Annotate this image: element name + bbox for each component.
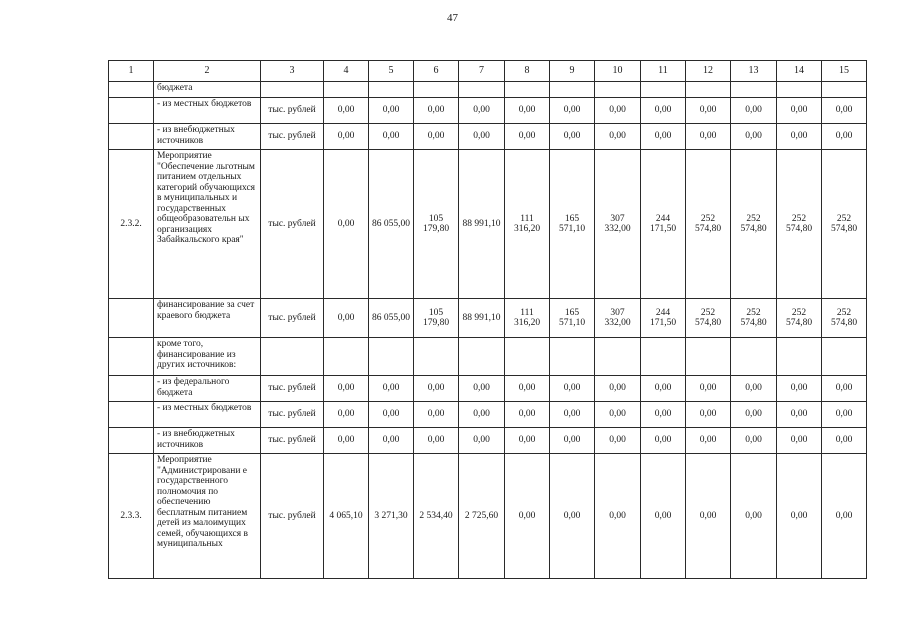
table-row [109,150,867,299]
row-unit: тыс. рублей [261,402,324,428]
row-unit: тыс. рублей [261,124,324,150]
table-row [109,376,867,402]
column-number-8: 8 [505,61,550,82]
row-name: - из федерального бюджета [154,376,261,402]
value-cell-col-6: 0,00 [414,376,459,402]
row-name: Мероприятие "Администрировани е государственного полномочия по обеспечению бесплатным питанием детей из малоимущих семей, обучающихся в муниципальных [154,454,261,579]
value-cell-col-15: 252 574,80 [822,299,867,338]
table-row [109,338,867,376]
value-cell-col-10: 0,00 [595,124,641,150]
value-cell-col-10: 0,00 [595,98,641,124]
row-code: 2.3.2. [109,150,154,299]
value-cell-col-4: 0,00 [324,402,369,428]
column-number-10: 10 [595,61,641,82]
value-cell-col-4: 0,00 [324,428,369,454]
value-cell-col-14: 0,00 [777,428,822,454]
value-cell-col-5: 3 271,30 [369,454,414,579]
value-cell-col-8: 0,00 [505,98,550,124]
value-cell-col-13: 252 574,80 [731,150,777,299]
value-cell-col-10 [595,82,641,98]
value-cell-col-6: 0,00 [414,98,459,124]
value-cell-col-6: 0,00 [414,428,459,454]
row-unit: тыс. рублей [261,299,324,338]
value-cell-col-14: 252 574,80 [777,150,822,299]
value-cell-col-8 [505,82,550,98]
row-unit: тыс. рублей [261,150,324,299]
value-cell-col-12: 252 574,80 [686,299,731,338]
value-cell-col-8: 111 316,20 [505,299,550,338]
value-cell-col-11: 244 171,50 [641,299,686,338]
value-cell-col-4: 4 065,10 [324,454,369,579]
value-cell-col-10: 0,00 [595,402,641,428]
value-cell-col-4: 0,00 [324,124,369,150]
value-cell-col-15 [822,338,867,376]
row-code [109,428,154,454]
value-cell-col-9 [550,82,595,98]
row-unit: тыс. рублей [261,376,324,402]
row-name: - из местных бюджетов [154,402,261,428]
value-cell-col-10 [595,338,641,376]
value-cell-col-9 [550,338,595,376]
table-row [109,299,867,338]
value-cell-col-4 [324,82,369,98]
column-number-row [109,61,867,82]
row-code [109,338,154,376]
value-cell-col-5: 0,00 [369,428,414,454]
table-row [109,124,867,150]
value-cell-col-7: 0,00 [459,402,505,428]
value-cell-col-15 [822,82,867,98]
row-code [109,299,154,338]
value-cell-col-4: 0,00 [324,299,369,338]
row-name: Мероприятие "Обеспечение льготным питанием отдельных категорий обучающихся в муниципальных и государственных общеобразовательн ых организациях Забайкальского края" [154,150,261,299]
column-number-1: 1 [109,61,154,82]
value-cell-col-5: 0,00 [369,376,414,402]
column-number-14: 14 [777,61,822,82]
column-number-2: 2 [154,61,261,82]
value-cell-col-7: 0,00 [459,98,505,124]
value-cell-col-5: 86 055,00 [369,299,414,338]
column-number-6: 6 [414,61,459,82]
value-cell-col-13 [731,82,777,98]
value-cell-col-14 [777,82,822,98]
value-cell-col-11: 0,00 [641,454,686,579]
value-cell-col-4: 0,00 [324,150,369,299]
value-cell-col-15: 0,00 [822,98,867,124]
value-cell-col-13: 252 574,80 [731,299,777,338]
value-cell-col-9: 165 571,10 [550,299,595,338]
value-cell-col-4: 0,00 [324,376,369,402]
table-row [109,98,867,124]
value-cell-col-6: 105 179,80 [414,150,459,299]
value-cell-col-6: 2 534,40 [414,454,459,579]
value-cell-col-11: 0,00 [641,124,686,150]
value-cell-col-7: 88 991,10 [459,150,505,299]
value-cell-col-11: 0,00 [641,402,686,428]
page-number: 47 [447,12,458,24]
value-cell-col-7 [459,338,505,376]
value-cell-col-10: 0,00 [595,454,641,579]
row-name: финансирование за счет краевого бюджета [154,299,261,338]
value-cell-col-9: 0,00 [550,124,595,150]
column-number-3: 3 [261,61,324,82]
row-unit: тыс. рублей [261,98,324,124]
value-cell-col-13: 0,00 [731,428,777,454]
value-cell-col-6 [414,82,459,98]
value-cell-col-5: 0,00 [369,124,414,150]
value-cell-col-14: 0,00 [777,98,822,124]
value-cell-col-6: 105 179,80 [414,299,459,338]
value-cell-col-12: 0,00 [686,454,731,579]
value-cell-col-12: 252 574,80 [686,150,731,299]
value-cell-col-7: 0,00 [459,124,505,150]
value-cell-col-5 [369,82,414,98]
value-cell-col-13: 0,00 [731,376,777,402]
table-row [109,82,867,98]
value-cell-col-9: 165 571,10 [550,150,595,299]
value-cell-col-14: 0,00 [777,454,822,579]
value-cell-col-5 [369,338,414,376]
value-cell-col-15: 252 574,80 [822,150,867,299]
value-cell-col-6 [414,338,459,376]
value-cell-col-10: 0,00 [595,428,641,454]
row-unit [261,338,324,376]
row-name: - из внебюджетных источников [154,124,261,150]
value-cell-col-15: 0,00 [822,428,867,454]
row-code [109,82,154,98]
column-number-4: 4 [324,61,369,82]
value-cell-col-15: 0,00 [822,124,867,150]
value-cell-col-12: 0,00 [686,124,731,150]
row-code [109,124,154,150]
row-name: бюджета [154,82,261,98]
row-unit: тыс. рублей [261,428,324,454]
value-cell-col-10: 307 332,00 [595,150,641,299]
column-number-15: 15 [822,61,867,82]
value-cell-col-7: 0,00 [459,428,505,454]
value-cell-col-12: 0,00 [686,98,731,124]
value-cell-col-11 [641,338,686,376]
row-name: кроме того, финансирование из других источников: [154,338,261,376]
value-cell-col-15: 0,00 [822,454,867,579]
value-cell-col-12 [686,82,731,98]
value-cell-col-11: 0,00 [641,376,686,402]
value-cell-col-12: 0,00 [686,428,731,454]
value-cell-col-6: 0,00 [414,402,459,428]
value-cell-col-9: 0,00 [550,402,595,428]
row-unit [261,82,324,98]
value-cell-col-7: 2 725,60 [459,454,505,579]
value-cell-col-11: 244 171,50 [641,150,686,299]
value-cell-col-8: 0,00 [505,124,550,150]
value-cell-col-11: 0,00 [641,98,686,124]
value-cell-col-7 [459,82,505,98]
budget-table [108,60,867,579]
value-cell-col-12 [686,338,731,376]
table-row [109,454,867,579]
value-cell-col-8: 0,00 [505,428,550,454]
value-cell-col-13: 0,00 [731,98,777,124]
column-number-9: 9 [550,61,595,82]
value-cell-col-14: 0,00 [777,402,822,428]
value-cell-col-15: 0,00 [822,376,867,402]
value-cell-col-10: 0,00 [595,376,641,402]
value-cell-col-12: 0,00 [686,402,731,428]
value-cell-col-14: 0,00 [777,124,822,150]
column-number-7: 7 [459,61,505,82]
row-code: 2.3.3. [109,454,154,579]
value-cell-col-14: 252 574,80 [777,299,822,338]
value-cell-col-8: 111 316,20 [505,150,550,299]
column-number-11: 11 [641,61,686,82]
value-cell-col-5: 0,00 [369,98,414,124]
value-cell-col-8: 0,00 [505,402,550,428]
value-cell-col-13: 0,00 [731,124,777,150]
value-cell-col-8 [505,338,550,376]
table-row [109,402,867,428]
value-cell-col-7: 88 991,10 [459,299,505,338]
value-cell-col-14 [777,338,822,376]
value-cell-col-13: 0,00 [731,454,777,579]
value-cell-col-13 [731,338,777,376]
value-cell-col-9: 0,00 [550,376,595,402]
value-cell-col-8: 0,00 [505,454,550,579]
column-number-5: 5 [369,61,414,82]
value-cell-col-14: 0,00 [777,376,822,402]
value-cell-col-11 [641,82,686,98]
value-cell-col-9: 0,00 [550,454,595,579]
row-unit: тыс. рублей [261,454,324,579]
value-cell-col-12: 0,00 [686,376,731,402]
row-code [109,98,154,124]
value-cell-col-7: 0,00 [459,376,505,402]
table-body [109,61,867,579]
row-code [109,402,154,428]
value-cell-col-9: 0,00 [550,98,595,124]
value-cell-col-5: 0,00 [369,402,414,428]
value-cell-col-10: 307 332,00 [595,299,641,338]
column-number-12: 12 [686,61,731,82]
value-cell-col-13: 0,00 [731,402,777,428]
value-cell-col-9: 0,00 [550,428,595,454]
table-row [109,428,867,454]
value-cell-col-11: 0,00 [641,428,686,454]
row-name: - из внебюджетных источников [154,428,261,454]
row-code [109,376,154,402]
value-cell-col-5: 86 055,00 [369,150,414,299]
row-name: - из местных бюджетов [154,98,261,124]
value-cell-col-15: 0,00 [822,402,867,428]
value-cell-col-8: 0,00 [505,376,550,402]
value-cell-col-4 [324,338,369,376]
column-number-13: 13 [731,61,777,82]
value-cell-col-6: 0,00 [414,124,459,150]
value-cell-col-4: 0,00 [324,98,369,124]
